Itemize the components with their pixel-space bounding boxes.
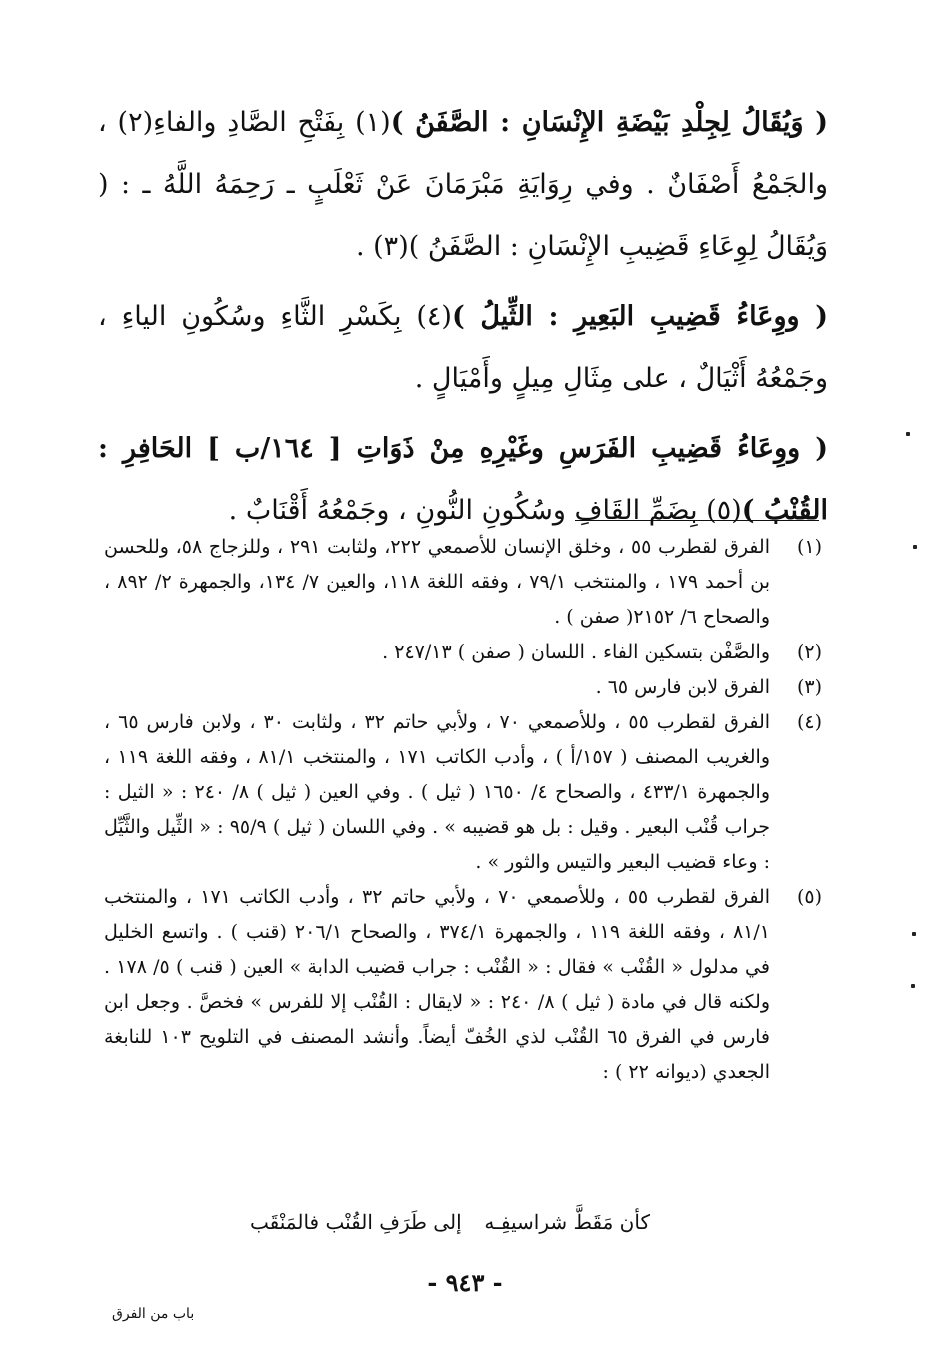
page-number: - ٩٤٣ - xyxy=(427,1268,503,1297)
paragraph-2 xyxy=(98,286,828,410)
footnote-text: الفرق لقطرب ٥٥ ، وللأصمعي ٧٠ ، ولأبي حاتم ٣٢ ، ولثابت ٣٠ ، ولابن فارس ٦٥ ، والغريب المصنف ( ١٥٧/أ ) ، وأدب الكاتب ١٧١ ، والمنتخب ٨١/١ ، وفقه اللغة ١١٩ ، والجمهرة ٤٣٣/١ ، والصحاح ٤/ ١٦٥٠ ( ثيل ) . وفي العين ( ثيل ) ٨/ ٢٤٠ : « الثيل : جراب قُنْب البعير . وقيل : بل هو قضيبه » . وفي اللسان ( ثيل ) ٩٥/٩ : « الثِّيل والثَّيِّل : وعاء قضيب البعير والتيس والثور » . xyxy=(104,711,771,873)
footnote-number: (١) xyxy=(796,536,822,558)
verse-second-hemistich: إلى طَرَفِ القُنْب فالمَنْقَب xyxy=(250,1210,462,1234)
footnote-number: (٥) xyxy=(796,886,822,908)
footnote-number: (٤) xyxy=(796,711,822,733)
headword-1: ( وَيُقَالُ لِجِلْدِ بَيْضَةِ الإِنْسَانِ : الصَّفَنُ ) xyxy=(390,107,828,138)
footnote-number: (٢) xyxy=(796,641,822,663)
headword-3: ( ووِعَاءُ قَضِيبِ الفَرَسِ وغَيْرِهِ مِنْ ذَوَاتِ [ ١٦٤/ب ] الحَافِرِ : القُنْبُ ) xyxy=(98,433,828,526)
paragraph-3-text: (٥) بِضَمِّ القَافِ وسُكُونِ النُّونِ ، وجَمْعُهُ أَقْنَابٌ . xyxy=(228,495,742,526)
footnote-divider xyxy=(575,520,819,521)
paragraph-2-text: (٤) بِكَسْرِ الثَّاءِ وسُكُونِ الياءِ ، وجَمْعُهُ أَثْيَالٌ ، على مِثَالِ مِيلٍ وأَمْيَالٍ . xyxy=(98,301,828,394)
footnote-text: الفرق لابن فارس ٦٥ . xyxy=(595,676,770,698)
paragraph-1-text: (١) بِفَتْحِ الصَّادِ والفاءِ(٢) ، والجَمْعُ أَصْفَانٌ . وفي رِوَايَةِ مَبْرَمَانَ عَنْ ثَعْلَبٍ ـ رَحِمَهُ اللَّهُ ـ : ( وَيُقَالُ لِوِعَاءِ قَضِيبِ الإِنْسَانِ : الصَّفَنُ )(٣) . xyxy=(98,107,828,262)
scan-speck xyxy=(906,432,910,436)
paragraph-3 xyxy=(98,418,828,542)
footnote-text: والصَّفْن بتسكين الفاء . اللسان ( صفن ) ٢٤٧/١٣ . xyxy=(382,641,770,663)
footnote-5 xyxy=(104,880,822,1090)
footnote-3 xyxy=(104,670,822,705)
footnote-text: الفرق لقطرب ٥٥ ، وللأصمعي ٧٠ ، ولأبي حاتم ٣٢ ، وأدب الكاتب ١٧١ ، والمنتخب ٨١/١ ، وفقه اللغة ١١٩ ، والجمهرة ٣٧٤/١ ، والصحاح ٢٠٦/١ (قنب ) . واتسع الخليل في مدلول « القُنْب » فقال : « القُنْب : جراب قضيب الدابة » العين ( قنب ) ٥/ ١٧٨ . ولكنه قال في مادة ( ثيل ) ٨/ ٢٤٠ : « لايقال : القُنْب إلا للفرس » فخصَّ . وجعل ابن فارس في الفرق ٦٥ القُنْب لذي الخُفّ أيضاً. وأنشد المصنف في التلويح ١٠٣ للنابغة الجعدي (ديوانه ٢٢ ) : xyxy=(104,886,771,1083)
footnote-2 xyxy=(104,635,822,670)
poetry-verse xyxy=(250,1202,650,1242)
scan-speck xyxy=(912,932,916,936)
scan-speck xyxy=(913,545,917,549)
verse-first-hemistich: كأن مَقَطَّ شراسيفِـه xyxy=(484,1210,650,1234)
headword-2: ( ووِعَاءُ قَضِيبِ البَعِيرِ : الثِّيلُ ) xyxy=(451,301,828,332)
footnotes xyxy=(104,530,822,1090)
footnote-number: (٣) xyxy=(796,676,822,698)
paragraph-1 xyxy=(98,92,828,278)
main-text xyxy=(98,92,828,550)
footnote-4 xyxy=(104,705,822,880)
scan-speck xyxy=(911,984,915,988)
section-label: باب من الفرق xyxy=(112,1306,195,1322)
footnote-text: الفرق لقطرب ٥٥ ، وخلق الإنسان للأصمعي ٢٢٢، ولثابت ٢٩١ ، وللزجاج ٥٨، وللحسن بن أحمد ١٧٩ ، والمنتخب ٧٩/١ ، وفقه اللغة ١١٨، والعين ٧/ ١٣٤، والجمهرة ٢/ ٨٩٢ ، والصحاح ٦/ ٢١٥٢( صفن ) . xyxy=(104,536,771,628)
footnote-1 xyxy=(104,530,822,635)
